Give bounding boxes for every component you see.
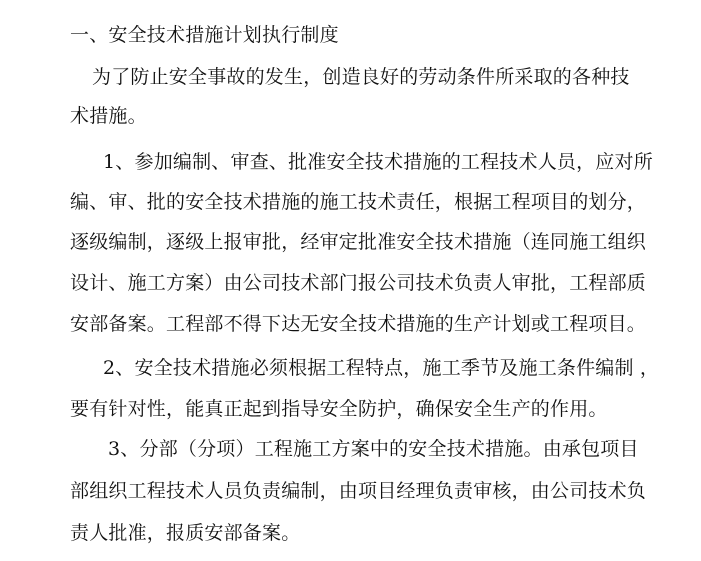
item-1-line-3: 逐级编制，逐级上报审批，经审定批准安全技术措施（连同施工组织 <box>70 231 647 253</box>
item-3-line-1: 3、分部（分项）工程施工方案中的安全技术措施。由承包项目 <box>108 438 639 460</box>
item-3-line-3: 责人批准，报质安部备案。 <box>70 522 301 544</box>
item-3-line-2: 部组织工程技术人员负责编制，由项目经理负责审核，由公司技术负 <box>70 480 647 502</box>
intro-line-2: 术措施。 <box>70 105 147 127</box>
item-1-line-5: 安部备案。工程部不得下达无安全技术措施的生产计划或工程项目。 <box>70 313 647 335</box>
item-2-line-2: 要有针对性，能真正起到指导安全防护，确保安全生产的作用。 <box>70 398 608 420</box>
item-1-line-4: 设计、施工方案）由公司技术部门报公司技术负责人审批，工程部质 <box>70 272 647 294</box>
intro-line-1: 为了防止安全事故的发生，创造良好的劳动条件所采取的各种技 <box>92 66 630 88</box>
item-1-line-2: 编、审、批的安全技术措施的施工技术责任，根据工程项目的划分， <box>70 191 647 213</box>
item-1-line-1: 1、参加编制、审查、批准安全技术措施的工程技术人员，应对所 <box>103 151 653 173</box>
section-heading: 一、安全技术措施计划执行制度 <box>70 24 339 46</box>
item-2-line-1: 2、安全技术措施必须根据工程特点，施工季节及施工条件编制 ， <box>103 357 660 379</box>
